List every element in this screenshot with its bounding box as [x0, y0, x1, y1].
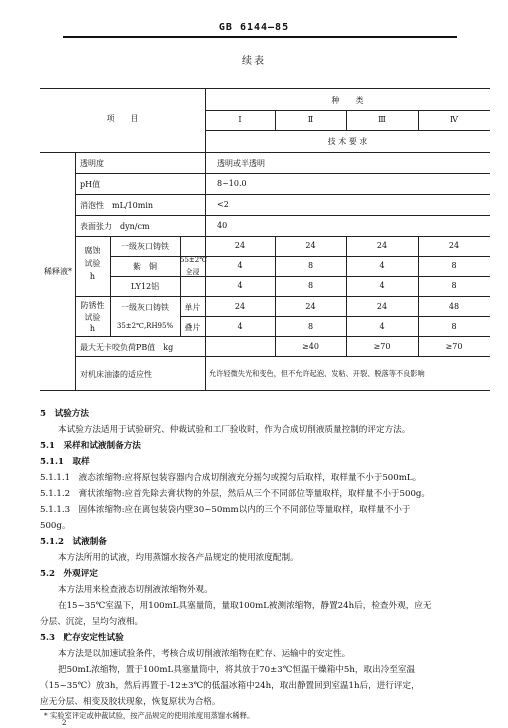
section-5-3-p4: 应无分层、相变及胶状现象，恢复原状为合格。 — [40, 697, 221, 707]
rust-2-v2: 8 — [307, 322, 314, 331]
corrosion-material-2: 紫 铜 — [133, 262, 157, 271]
corrosion-label-2: 试验 — [84, 259, 101, 268]
rust-2-v1: 4 — [237, 322, 243, 331]
transparency-value: 透明或半透明 — [217, 159, 265, 168]
foam-value: <2 — [217, 200, 229, 209]
rust-1-v1: 24 — [234, 302, 246, 311]
corrosion-2-v4: 8 — [451, 261, 457, 270]
section-5-2-heading: 5.2 外观评定 — [40, 569, 98, 579]
header-class-2: Ⅱ — [307, 115, 314, 124]
corrosion-material-3: LY12铝 — [130, 282, 160, 291]
rust-condition: 35±2℃,RH95% — [116, 322, 174, 330]
corrosion-2-v3: 4 — [379, 261, 385, 270]
corrosion-label-1: 腐蚀 — [84, 246, 101, 255]
surface-tension-value: 40 — [217, 221, 228, 230]
transparency-label: 透明度 — [80, 159, 104, 168]
section-5-3-heading: 5.3 贮存安定性试验 — [40, 633, 124, 643]
corrosion-label-3: h — [89, 272, 96, 281]
corrosion-1-v2: 24 — [305, 241, 316, 250]
section-5-1-1-3-cont: 500g。 — [40, 521, 71, 531]
section-5-2-p2: 在15~35℃室温下，用100mL具塞量筒，量取100mL被测浓缩物，静置24h后，检查外观，应无 — [58, 601, 432, 611]
section-5-3-p3: （15~35℃）放3h，然后再置于-12±3℃的低温冰箱中24h，取出静置回到室温1h后，进行评定， — [40, 681, 420, 691]
corrosion-3-v2: 8 — [307, 281, 314, 290]
rust-1-v4: 48 — [448, 302, 460, 311]
section-5-1-heading: 5.1 采样和试液制备方法 — [40, 441, 141, 451]
table-caption: 续表 — [242, 56, 266, 67]
footnote-rule — [40, 709, 130, 710]
rust-material: 一级灰口铸铁 — [121, 303, 169, 312]
ph-value: 8~10.0 — [217, 179, 247, 188]
surface-tension-label: 表面张力 dyn/cm — [80, 222, 150, 231]
rust-label-3: h — [89, 324, 96, 333]
header-class-4: Ⅳ — [450, 115, 458, 124]
header-rule — [63, 36, 457, 38]
corrosion-condition-2: 全浸 — [185, 268, 200, 276]
ph-label: pH值 — [80, 180, 101, 189]
foam-label: 消泡性 mL/10min — [80, 201, 154, 210]
corrosion-3-v1: 4 — [237, 281, 243, 290]
section-5-2-p3: 分层、沉淀，呈均匀液相。 — [40, 617, 144, 627]
section-5-3-p1: 本方法是以加速试验条件，考核合成切削液浓缩物在贮存、运输中的安定性。 — [58, 649, 351, 659]
header-requirement: 技 术 要 求 — [327, 137, 368, 146]
corrosion-material-1: 一级灰口铸铁 — [121, 242, 169, 251]
header-class-1: Ⅰ — [238, 115, 242, 124]
rust-1-v2: 24 — [305, 302, 316, 311]
section-5-heading: 5 试验方法 — [40, 409, 89, 419]
section-5-3-p2: 把50mL浓缩物，置于100mL具塞量筒中，将其放于70±3℃恒温干燥箱中5h，取出冷至室温 — [58, 665, 416, 675]
corrosion-2-v2: 8 — [307, 261, 314, 270]
section-5-1-1-heading: 5.1.1 取样 — [40, 457, 90, 467]
section-5-1-2-paragraph: 本方法所用的试液，均用蒸馏水按各产品规定的使用浓度配制。 — [58, 553, 299, 563]
header-item: 项 目 — [106, 114, 139, 123]
corrosion-1-v1: 24 — [234, 241, 246, 250]
section-5-1-1-1: 5.1.1.1 液态浓缩物:应将原包装容器内合成切削液充分摇匀或搅匀后取样，取样量不小于500mL。 — [40, 473, 422, 483]
footnote: * 实验室评定或仲裁试验，按产品规定的使用浓度用蒸馏水稀释。 — [44, 711, 255, 720]
section-5-1-1-3: 5.1.1.3 固体浓缩物:应在离包装袋内壁30~50mm以内的三个不同部位等量取样，取样量不小于 — [40, 505, 411, 515]
rust-2-v4: 8 — [451, 322, 457, 331]
header-kind: 种 类 — [331, 96, 364, 105]
pb-label: 最大无卡咬负荷PB值 kg — [80, 343, 174, 352]
rust-1-v3: 24 — [376, 302, 388, 311]
pb-v2: ≥40 — [302, 342, 319, 351]
corrosion-1-v3: 24 — [376, 241, 388, 250]
side-label: 稀释液* — [44, 267, 72, 276]
section-5-2-p1: 本方法用来检查液态切削液浓缩物外观。 — [58, 585, 213, 595]
corrosion-2-v1: 4 — [237, 261, 243, 270]
section-5-paragraph: 本试验方法适用于试验研究、仲裁试验和工厂验收时，作为合成切削液质量控制的评定方法。 — [58, 425, 411, 435]
pb-v3: ≥70 — [373, 342, 391, 351]
pb-v4: ≥70 — [445, 342, 463, 351]
corrosion-3-v4: 8 — [451, 281, 457, 290]
header-class-3: Ⅲ — [378, 115, 386, 124]
section-5-1-1-2: 5.1.1.2 膏状浓缩物:应首先除去膏状物的外层，然后从三个不同部位等量取样，取样量不小于500g。 — [40, 489, 431, 499]
corrosion-condition: 55±2℃ — [180, 256, 208, 264]
machine-value: 允许轻微失光和变色，但不允许起泡、发粘、开裂、脱落等不良影响 — [209, 369, 425, 378]
rust-mode-2: 叠片 — [184, 323, 201, 332]
machine-label: 对机床油漆的适应性 — [80, 370, 152, 379]
rust-mode-1: 单片 — [184, 303, 201, 312]
corrosion-1-v4: 24 — [448, 241, 460, 250]
rust-label-1: 防锈性 — [80, 301, 105, 310]
section-5-1-2-heading: 5.1.2 试液制备 — [40, 537, 107, 547]
rust-label-2: 试验 — [84, 313, 101, 322]
rust-2-v3: 4 — [379, 322, 385, 331]
corrosion-3-v3: 4 — [379, 281, 385, 290]
page-number: 2 — [62, 719, 67, 727]
standard-code: GB 6144—85 — [218, 22, 290, 33]
